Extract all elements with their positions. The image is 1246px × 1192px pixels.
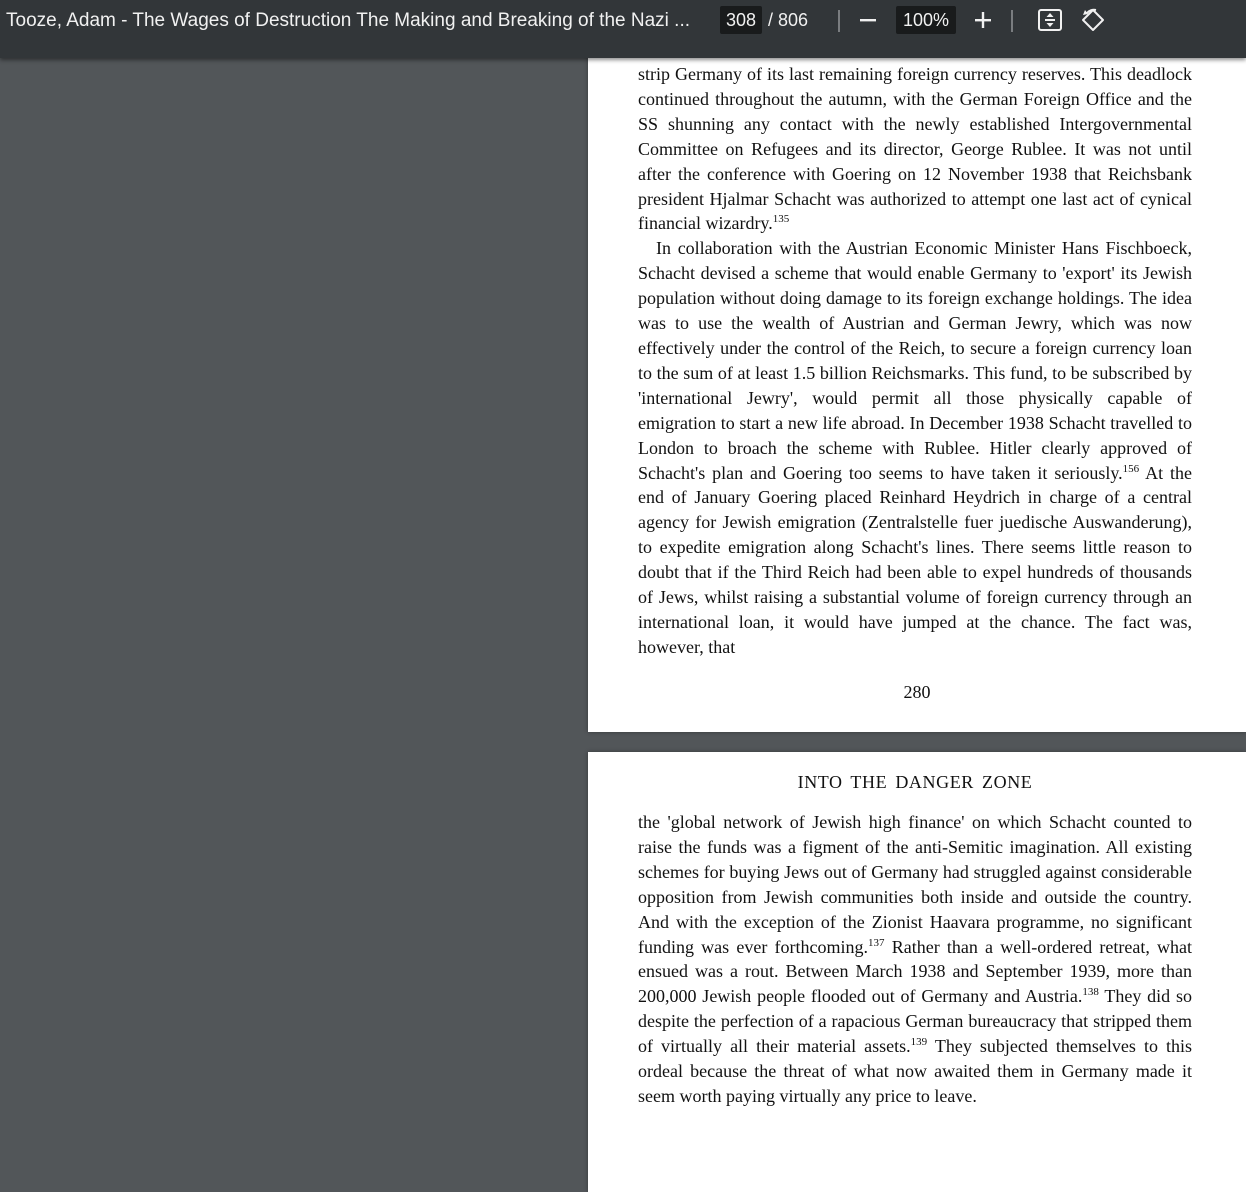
paragraph-text: the 'global network of Jewish high finance' on which Schacht counted to raise the funds was a figment of the anti-Semitic imagination. All existing schemes for buying Jews out of Germany had struggled against considerable opposition from Jewish communities both inside and outside the country. And with the exception of the Zionist Haavara programme, no significant funding was ever forthcoming.	[638, 812, 1192, 957]
zoom-out-button[interactable]	[853, 5, 883, 35]
page-text	[638, 62, 1192, 660]
footnote-ref[interactable]: 139	[910, 1036, 928, 1049]
pdf-page	[588, 752, 1246, 1192]
fit-to-page-button[interactable]	[1035, 5, 1065, 35]
page-number-input[interactable]: 308	[720, 6, 762, 34]
running-head: INTO THE DANGER ZONE	[797, 772, 1033, 792]
paragraph	[638, 236, 1192, 659]
paragraph	[638, 62, 1192, 236]
paragraph	[638, 810, 1192, 1109]
toolbar-divider	[838, 10, 840, 32]
page-count: / 806	[768, 10, 809, 30]
rotate-button[interactable]	[1078, 5, 1108, 35]
pdf-page	[588, 0, 1246, 732]
paragraph-text: strip Germany of its last remaining foreign currency reserves. This deadlock continued throughout the autumn, with the German Foreign Office and the SS shunning any contact with the newly established Intergovernmental Committee on Refugees and its director, George Rublee. It was not until after the conference with Goering on 12 November 1938 that Reichsbank president Hjalmar Schacht was authorized to attempt one last act of cynical financial wizardry.	[638, 64, 1192, 234]
rotate-icon	[1080, 7, 1106, 33]
paragraph-text: They subjected themselves to this ordeal because the threat of what now awaited them in Germany made it seem worth paying virtually any price to leave.	[638, 1036, 1193, 1106]
footnote-ref[interactable]: 135	[772, 213, 790, 226]
paragraph-text: In collaboration with the Austrian Economic Minister Hans Fischboeck, Schacht devised a scheme that would enable Germany to 'export' its Jewish population without doing damage to its foreign exchange holdings. The idea was to use the wealth of Austrian and German Jewry, which was now effectively under the control of the Reich, to secure a foreign currency loan to the sum of at least 1.5 billion Reichsmarks. This fund, to be subscribed by 'international Jewry', would permit all those physically capable of emigration to start a new life abroad. In December 1938 Schacht travelled to London to broach the scheme with Rublee. Hitler clearly approved of Schacht's plan and Goering too seems to have taken it seriously.	[638, 238, 1192, 483]
plus-icon	[973, 10, 993, 30]
document-title: Tooze, Adam - The Wages of Destruction The Making and Breaking of the Nazi ...	[6, 10, 690, 31]
zoom-in-button[interactable]	[968, 5, 998, 35]
fit-page-icon	[1037, 8, 1063, 32]
page-number: 280	[903, 682, 931, 702]
footnote-ref[interactable]: 156	[1122, 462, 1140, 475]
paragraph-text: At the end of January Goering placed Reinhard Heydrich in charge of a central agency for Jewish emigration (Zentralstelle fuer juedische Auswanderung), to expedite emigration along Schacht's lines. There seems little reason to doubt that if the Third Reich had been able to expel hundreds of thousands of Jews, whilst raising a substantial volume of foreign currency through an international loan, it would have jumped at the chance. The fact was, however, that	[638, 462, 1193, 657]
toolbar-divider	[1011, 10, 1013, 32]
footnote-ref[interactable]: 137	[868, 936, 885, 949]
paragraph-text: Rather than a well-ordered retreat, what ensued was a rout. Between March 1938 and September 1939, more than 200,000 Jewish people flooded out of Germany and Austria.	[638, 936, 1192, 1007]
page-text	[638, 810, 1192, 1109]
paragraph-text: They did so despite the perfection of a rapacious German bureaucracy that stripped them of virtually all their material assets.	[638, 986, 1193, 1057]
minus-icon	[858, 10, 878, 30]
footnote-ref[interactable]: 138	[1082, 986, 1099, 999]
zoom-level[interactable]: 100%	[896, 6, 956, 34]
pdf-toolbar	[0, 0, 1246, 58]
